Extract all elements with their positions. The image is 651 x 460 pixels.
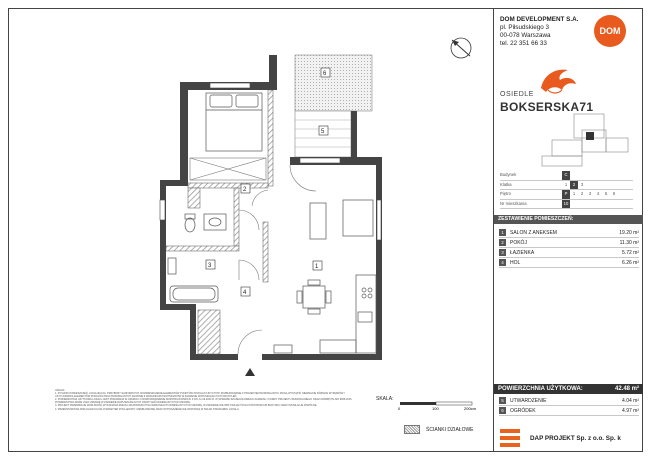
room-number-badge: 6 <box>499 407 506 414</box>
developer-phone: tel. 22 351 66 33 <box>500 40 547 47</box>
selector-cell: 1 <box>572 191 576 196</box>
scale-bar <box>376 396 486 410</box>
notes-title: UWAGA: <box>55 389 66 392</box>
selector-cell: 4 <box>596 191 600 196</box>
project-line2: BOKSERSKA71 <box>500 100 594 114</box>
selector-cell: 2 <box>570 181 578 190</box>
notes <box>55 389 353 411</box>
room-area: 19.20 m² <box>619 229 639 236</box>
room-area: 6.26 m² <box>622 259 639 266</box>
developer-name: DOM DEVELOPMENT S.A. <box>500 16 579 23</box>
developer-city: 00-078 Warszawa <box>500 32 551 39</box>
room-area: 4.97 m² <box>622 407 639 414</box>
note-3: 3. PROJEKT PRZEWIDUJE MOŻLIWOŚĆ WYKONANIA ZMIAN LOKATORSKICH NA WARUNKACH OKREŚLONYCH W UMOWIE, W ZAKRESIE NIE WPŁYWAJĄCYM NA KONSTRUKCJĘ BUDYNKU ORAZ INSTALACJE WSPÓLNE. <box>55 404 318 408</box>
plan-label-3: 3 <box>208 263 212 269</box>
selector-cell: 10 <box>562 200 570 209</box>
plan-label-4: 4 <box>243 290 247 296</box>
scale-tick-0: 0 <box>398 406 401 410</box>
project-line1: OSIEDLE <box>500 91 534 98</box>
selector-cell: 2 <box>580 191 584 196</box>
room-name: UTWARDZENIE <box>510 397 547 404</box>
plan-label-2: 2 <box>243 187 247 193</box>
architect-name: DAP PROJEKT Sp. z o.o. Sp. k <box>530 434 621 442</box>
selector-row <box>500 181 633 191</box>
rooms-list <box>499 228 639 268</box>
room-area: 4.04 m² <box>622 397 639 404</box>
room-number-badge: 3 <box>499 249 506 256</box>
selector-row-label: Piętro <box>500 191 511 196</box>
room-name: SALON Z ANEKSEM <box>510 229 557 236</box>
room-row <box>499 238 639 248</box>
room-row <box>499 258 639 268</box>
north-arrow-icon <box>451 38 471 58</box>
developer-street: pl. Piłsudskiego 3 <box>500 24 550 31</box>
room-name: HOL <box>510 259 521 266</box>
legend <box>404 425 474 434</box>
room-number-badge: 4 <box>499 259 506 266</box>
bathroom-fixtures <box>168 214 226 302</box>
note-4: 4. PRZEDSTAWIONA WIZUALIZACJA MA CHARAKTER POGLĄDOWY. UMEBLOWANIE ORAZ WYPOSAŻENIE NIE WCHODZĄ W SKŁAD STANDARDU LOKALU. <box>55 407 240 411</box>
room-name: POKÓJ <box>510 239 527 246</box>
room-row <box>499 396 639 406</box>
note-2: 2. POWIERZCHNIA UŻYTKOWA LOKALU JEST PODAWANA W OPARCIU O ROZPORZĄDZENIE MINISTRA ROZWOJU Z DN. 11.09.2020 R. W SPRAWIE SZCZEGÓŁOWEGO ZAKRESU I FORMY PROJEKTU BUDOWLANEGO ORAZ NORMĘ PN-ISO 9836:2015. POWIERZCHNIA MOŻE ULEC ZMIANIE W ZAKRESIE DOPUSZCZALNYCH ODCHYLEŃ OKREŚLONYCH W UMOWIE. <box>55 398 353 405</box>
scale-tick-2: 200cm <box>464 406 477 410</box>
architect-info <box>500 426 640 450</box>
selector-row-label: Nr mieszkania <box>500 200 527 206</box>
selector-row-label: Budynek <box>500 172 517 177</box>
developer-info <box>500 16 578 48</box>
wardrobe <box>190 158 266 180</box>
legend-label: ŚCIANKI DZIAŁOWE <box>426 426 474 433</box>
room-number-badge: 5 <box>499 397 506 404</box>
entrance-arrow-icon <box>245 368 255 376</box>
dap-logo-icon <box>500 428 520 448</box>
selector-cell: 1 <box>564 181 568 187</box>
info-panel <box>494 8 643 452</box>
total-area-value: 42.48 m² <box>614 386 639 392</box>
selector-cell: P <box>562 190 570 199</box>
extras-list <box>499 396 639 416</box>
room-number-badge: 1 <box>499 229 506 236</box>
scale-label: SKALA: <box>376 396 394 402</box>
selector-cell: 6 <box>612 191 616 196</box>
total-area-label: POWIERZCHNIA UŻYTKOWA: <box>498 386 583 392</box>
bed <box>206 93 262 151</box>
plan-label-6: 6 <box>323 71 327 77</box>
selector-cell: 3 <box>580 181 584 187</box>
note-1: 1. RYSUNKI POMIESZCZEŃ, LOKALIZACJA, PRZYBORY SANITARNYCH, ROZMIESZCZENIE ELEMENTÓW PUNKTÓW INSTALACYJNYCH PP. ROZBUDOWANIE Z PROJEKTEM BUDOWLANYM. MOGĄ WYSTĄPIĆ NIEWIELKIE RÓŻNICE WYMIARÓW I USYTUOWANIA ELEMENTÓW PODCZAS PRAC BUDOWLANYCH ZGODNIE Z WARUNKAMI TECHNICZNYMI W ZAKRESIE DOPUSZCZALNYCH ODCHYLEŃ. <box>55 392 345 399</box>
room-name: OGRÓDEK <box>510 407 536 414</box>
selector-cell: C <box>562 171 570 180</box>
plan-label-1: 1 <box>315 264 319 270</box>
plan-label-5: 5 <box>321 129 325 135</box>
doors <box>238 165 316 354</box>
kitchen-counter <box>320 275 376 353</box>
selector-row <box>500 171 633 181</box>
selector-cell: 5 <box>604 191 608 196</box>
scale-tick-1: 100 <box>432 406 439 410</box>
total-area <box>494 384 643 394</box>
selector-row-label: Klatka <box>500 181 512 187</box>
selector-row <box>500 190 633 200</box>
hatch-swatch <box>404 425 420 434</box>
key-plan-map <box>522 110 632 170</box>
rooms-header: ZESTAWIENIE POMIESZCZEŃ: <box>494 215 643 224</box>
dom-logo-icon <box>593 14 627 48</box>
selector-row <box>500 200 633 210</box>
garden-area <box>295 55 372 111</box>
room-name: ŁAZIENKA <box>510 249 535 256</box>
living-furniture <box>297 200 373 314</box>
room-area: 5.72 m² <box>622 249 639 256</box>
room-row <box>499 228 639 238</box>
apartment-selector <box>500 171 633 209</box>
room-area: 11.30 m² <box>619 239 639 246</box>
room-row <box>499 406 639 416</box>
selector-cell: 3 <box>588 191 592 196</box>
dom-logo-text: DOM <box>599 26 621 36</box>
radiator <box>274 345 292 353</box>
room-number-badge: 2 <box>499 239 506 246</box>
room-row <box>499 248 639 258</box>
